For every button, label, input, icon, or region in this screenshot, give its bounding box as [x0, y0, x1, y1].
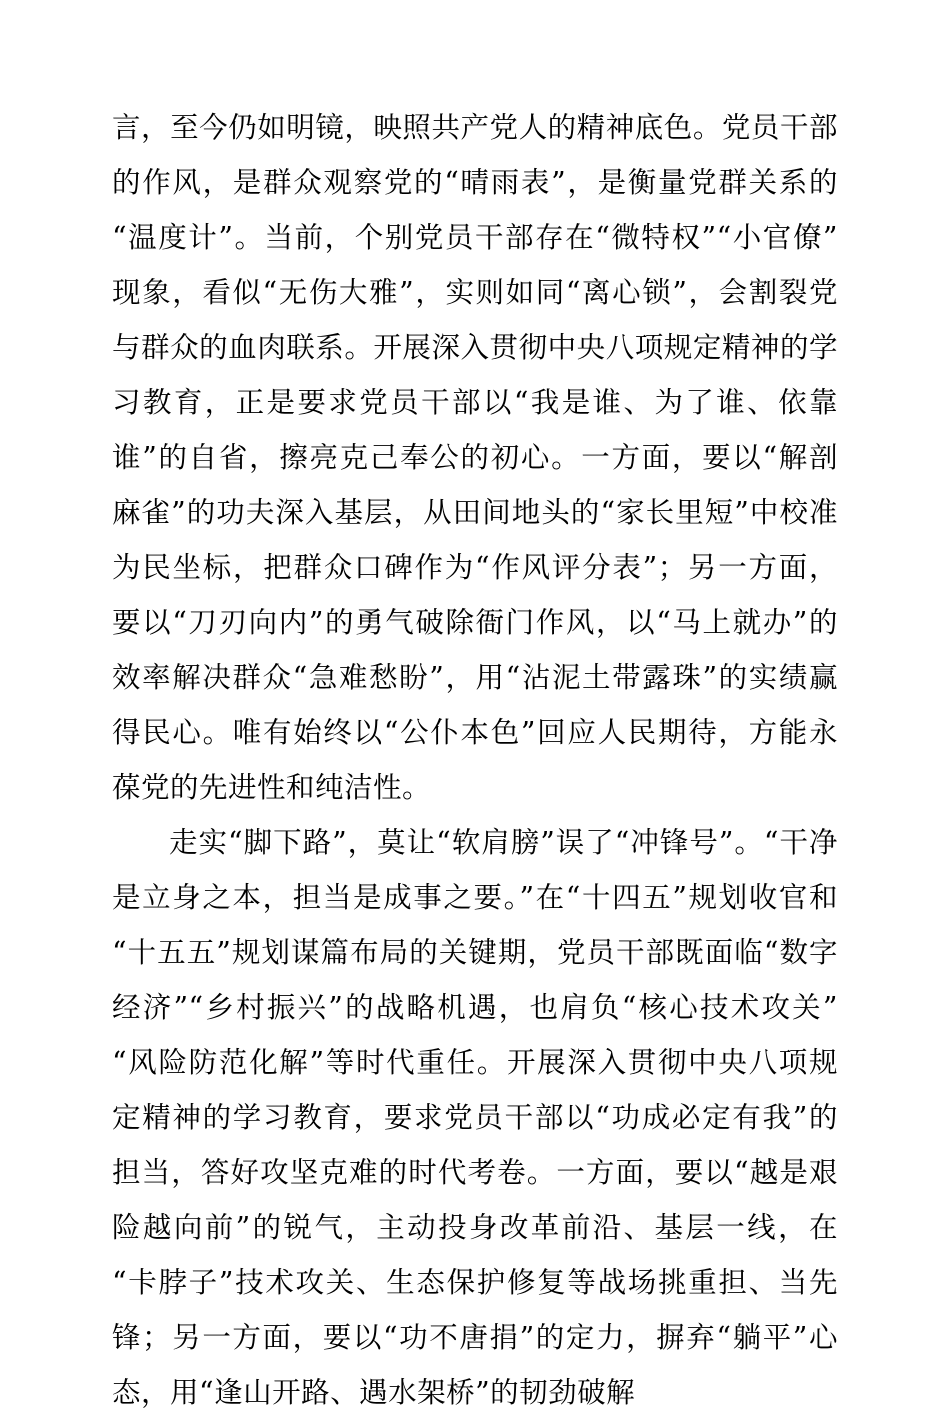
paragraph-2: 走实“脚下路”，莫让“软肩膀”误了“冲锋号”。“干净是立身之本，担当是成事之要。”在“十四五”规划收官和“十五五”规划谋篇布局的关键期，党员干部既面临“数字经济”“乡村振兴”的战略机遇，也肩负“核心技术攻关”“风险防范化解”等时代重任。开展深入贯彻中央八项规定精神的学习教育，要求党员干部以“功成必定有我”的担当，答好攻坚克难的时代考卷。一方面，要以“越是艰险越向前”的锐气，主动投身改革前沿、基层一线，在“卡脖子”技术攻关、生态保护修复等战场挑重担、当先锋；另一方面，要以“功不唐捐”的定力，摒弃“躺平”心态，用“逢山开路、遇水架桥”的韧劲破解 [112, 826, 838, 1409]
document-body [112, 100, 838, 1420]
paragraph-1: 言，至今仍如明镜，映照共产党人的精神底色。党员干部的作风，是群众观察党的“晴雨表”，是衡量党群关系的“温度计”。当前，个别党员干部存在“微特权”“小官僚”现象，看似“无伤大雅”，实则如同“离心锁”，会割裂党与群众的血肉联系。开展深入贯彻中央八项规定精神的学习教育，正是要求党员干部以“我是谁、为了谁、依靠谁”的自省，擦亮克己奉公的初心。一方面，要以“解剖麻雀”的功夫深入基层，从田间地头的“家长里短”中校准为民坐标，把群众口碑作为“作风评分表”；另一方面，要以“刀刃向内”的勇气破除衙门作风，以“马上就办”的效率解决群众“急难愁盼”，用“沾泥土带露珠”的实绩赢得民心。唯有始终以“公仆本色”回应人民期待，方能永葆党的先进性和纯洁性。 [112, 111, 838, 804]
